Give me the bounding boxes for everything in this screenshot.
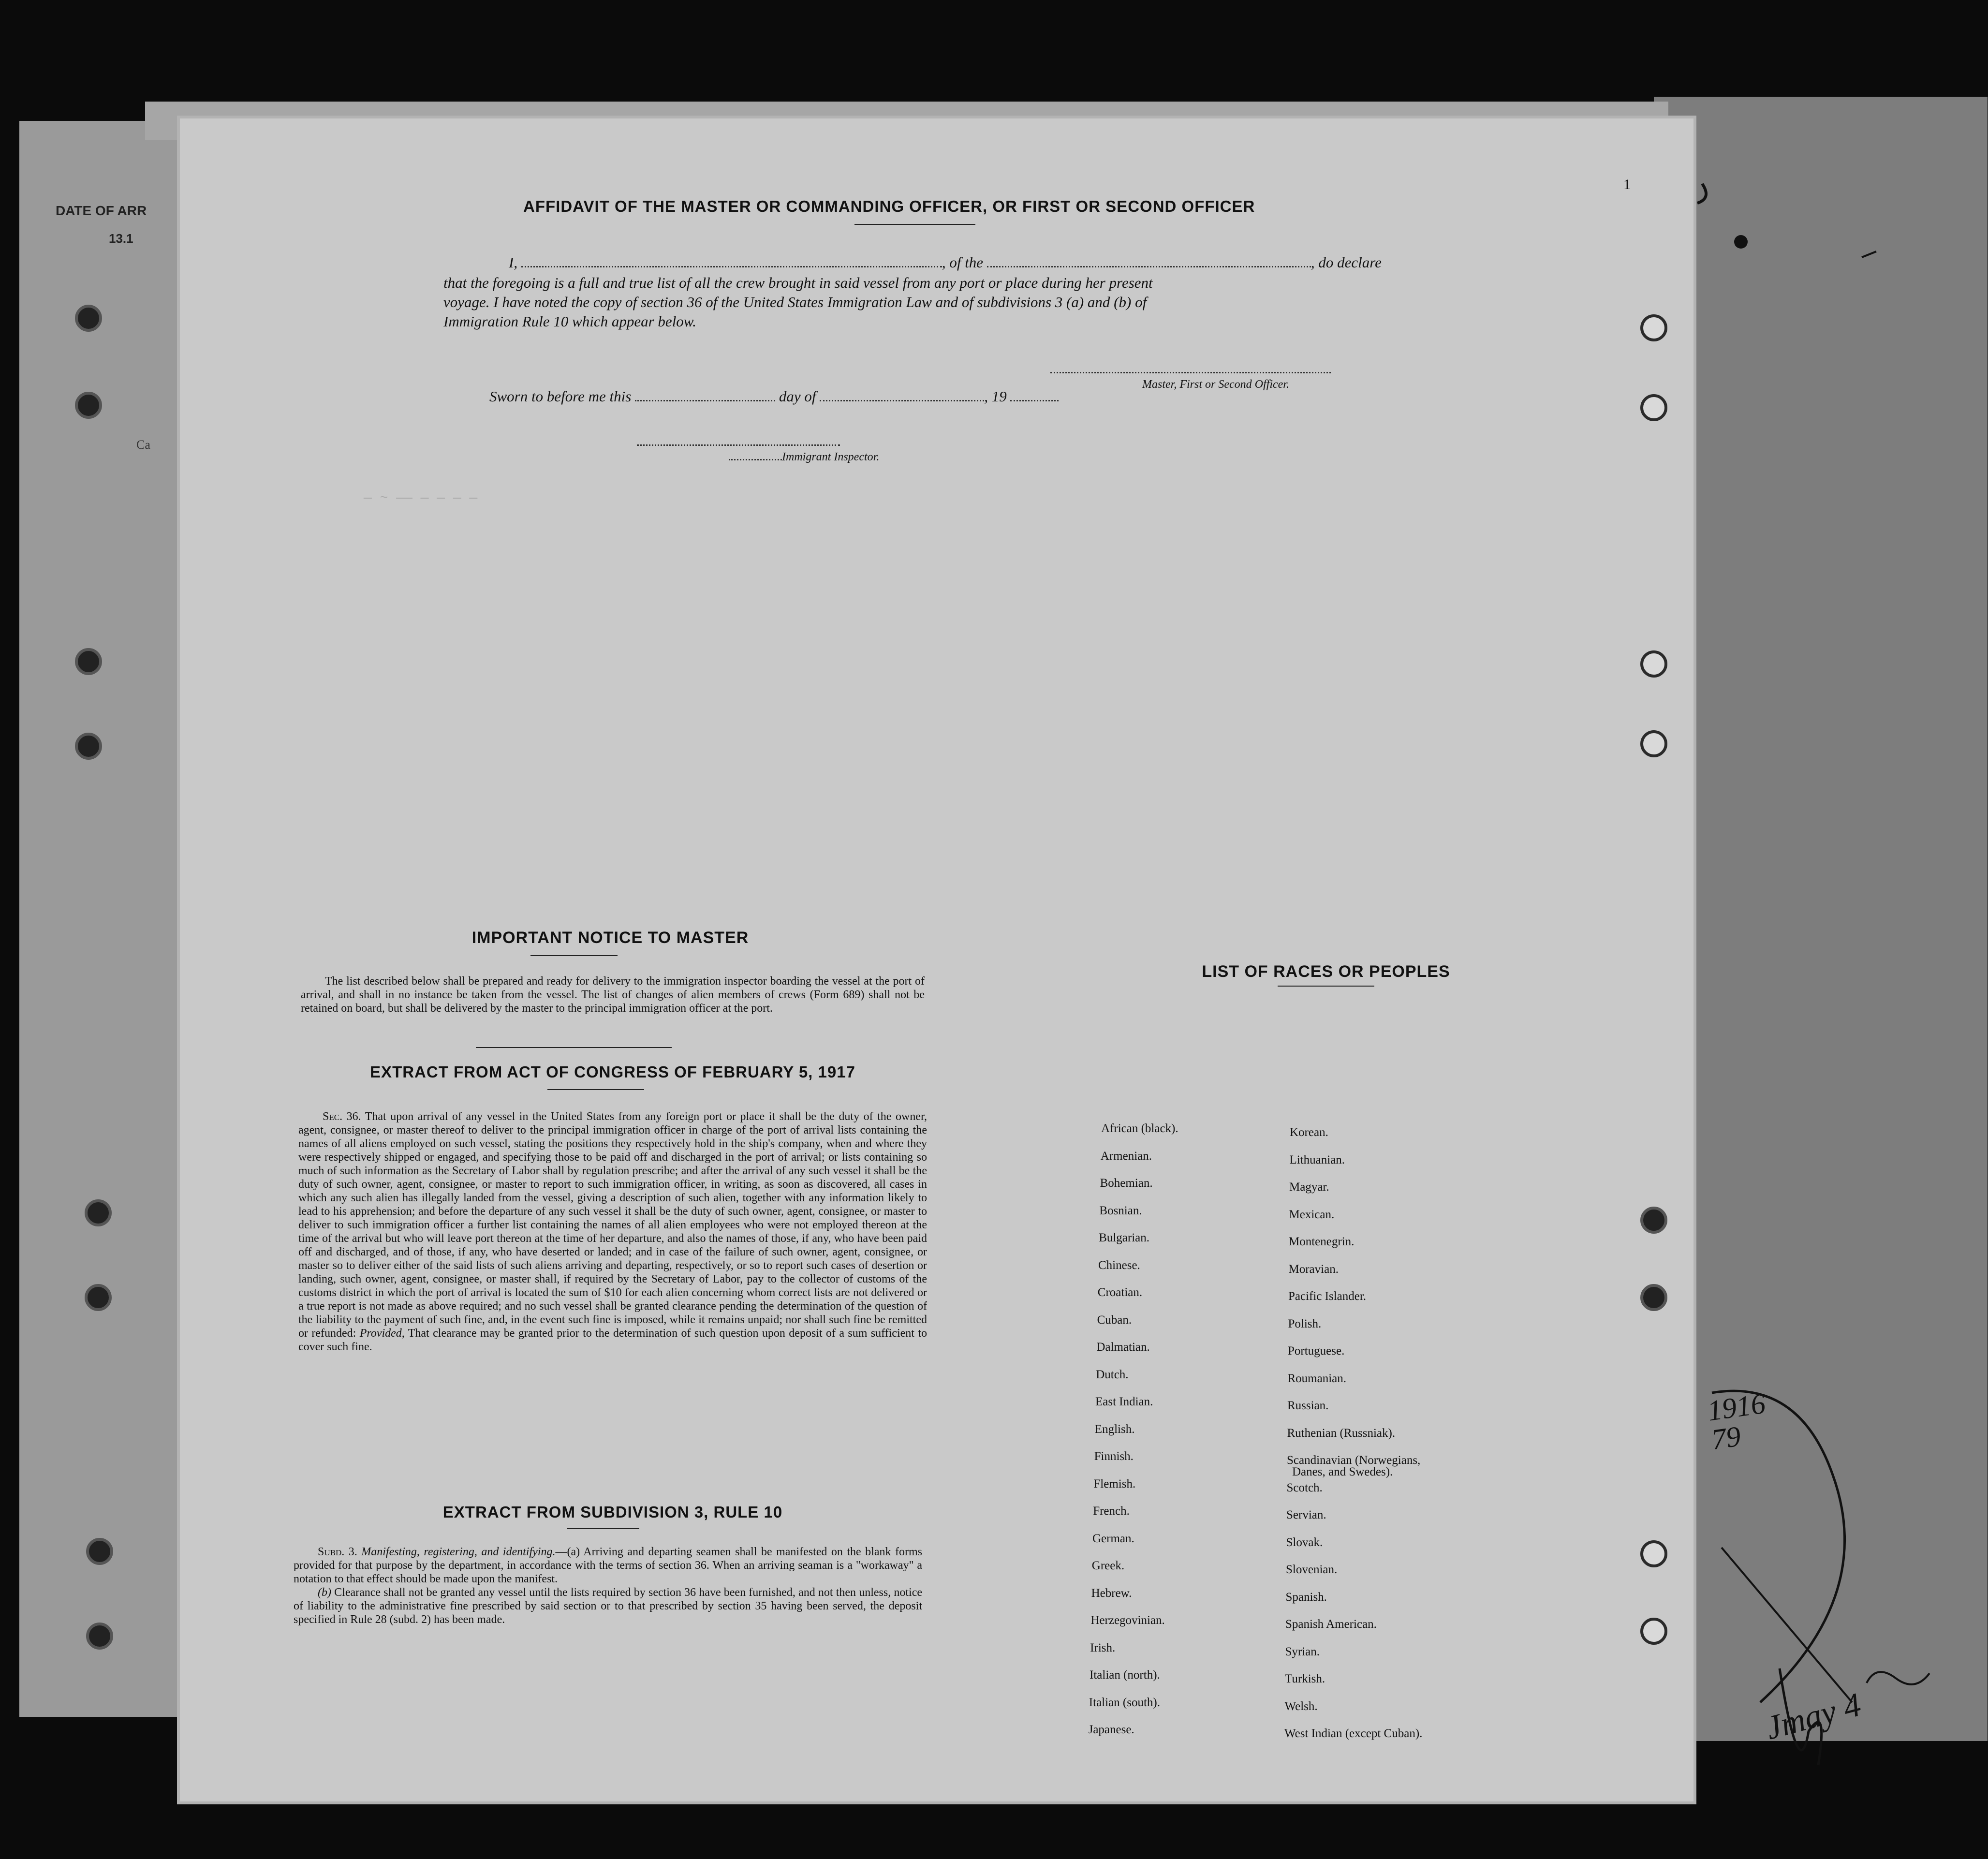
- binder-hole: [85, 1199, 112, 1226]
- race-item: Spanish.: [1285, 1590, 1327, 1604]
- rule-title: EXTRACT FROM SUBDIVISION 3, RULE 10: [442, 1503, 783, 1521]
- affidavit-of-the: , of the: [942, 254, 984, 271]
- rule-rule: [567, 1528, 639, 1529]
- race-item: East Indian.: [1095, 1395, 1153, 1408]
- binder-hole: [1640, 1207, 1667, 1234]
- year-label: , 19: [984, 388, 1007, 405]
- race-item: Hebrew.: [1091, 1586, 1132, 1600]
- race-item: Russian.: [1287, 1399, 1329, 1412]
- race-item: Bohemian.: [1100, 1177, 1153, 1190]
- race-item: African (black).: [1101, 1122, 1178, 1135]
- race-item: Croatian.: [1097, 1286, 1143, 1299]
- master-signature-blank: [1050, 360, 1331, 373]
- binder-hole: [1640, 730, 1667, 757]
- binder-hole: [1640, 1284, 1667, 1311]
- master-name-blank: [521, 254, 942, 267]
- affidavit-declare: , do declare: [1311, 254, 1382, 271]
- binder-hole: [75, 305, 102, 332]
- races-title: LIST OF RACES OR PEOPLES: [1202, 962, 1450, 981]
- binder-hole: [85, 1284, 112, 1311]
- race-item: Turkish.: [1285, 1672, 1325, 1685]
- race-item: Pacific Islander.: [1288, 1290, 1367, 1303]
- binder-hole: [75, 392, 102, 419]
- race-item: Montenegrin.: [1289, 1235, 1355, 1248]
- race-item: Polish.: [1288, 1317, 1322, 1330]
- title-rule: [854, 224, 975, 225]
- binder-hole: [75, 648, 102, 675]
- binder-hole: [86, 1538, 113, 1565]
- act-section-label: Sec. 36.: [323, 1110, 361, 1123]
- notice-title: IMPORTANT NOTICE TO MASTER: [471, 929, 749, 947]
- affidavit-title: AFFIDAVIT OF THE MASTER OR COMMANDING OFFICER, OR FIRST OR SECOND OFFICER: [523, 197, 1255, 215]
- inspector-signature-blank: [637, 433, 840, 446]
- act-rule: [547, 1089, 644, 1090]
- affidavit-line-2: that the foregoing is a full and true list of all the crew brought in said vessel from any port or place during her present: [443, 274, 1153, 291]
- race-item: Slovenian.: [1286, 1563, 1338, 1576]
- race-item: Scotch.: [1286, 1481, 1323, 1494]
- background-stamp-date: DATE OF ARR: [56, 203, 147, 218]
- binder-hole: [75, 733, 102, 760]
- binder-hole: [1640, 394, 1667, 421]
- binder-hole: [86, 1623, 113, 1650]
- background-fragment-ca: Ca: [136, 438, 150, 452]
- race-item: West Indian (except Cuban).: [1284, 1727, 1423, 1740]
- page-number: 1: [1623, 177, 1631, 192]
- notice-rule: [530, 955, 618, 956]
- sworn-day-blank: [635, 388, 775, 401]
- race-item: Moravian.: [1288, 1262, 1339, 1276]
- affidavit-i: I,: [509, 254, 518, 271]
- affidavit-line-4: Immigration Rule 10 which appear below.: [443, 313, 696, 330]
- race-item: Mexican.: [1289, 1208, 1335, 1221]
- race-item: Magyar.: [1289, 1180, 1329, 1194]
- race-item: Flemish.: [1093, 1477, 1136, 1490]
- race-item: Welsh.: [1284, 1699, 1318, 1713]
- race-item: French.: [1093, 1505, 1130, 1518]
- race-item: Ruthenian (Russniak).: [1287, 1426, 1396, 1440]
- race-item: Herzegovinian.: [1090, 1614, 1165, 1627]
- rule-subd-label: Subd. 3.: [318, 1546, 357, 1558]
- inspector-label: Immigrant Inspector.: [729, 447, 879, 467]
- race-item: Dalmatian.: [1096, 1341, 1150, 1354]
- background-page-right: [1654, 97, 1988, 1741]
- sworn-month-blank: [820, 388, 984, 401]
- handwritten-signature: Jmay 4: [1762, 1686, 1865, 1747]
- race-item: Slovak.: [1286, 1535, 1323, 1549]
- sworn-year-blank: [1010, 388, 1059, 401]
- race-item: Italian (north).: [1090, 1668, 1160, 1682]
- rule-subd-heading: Manifesting, registering, and identifying.: [361, 1546, 556, 1558]
- race-item: Chinese.: [1098, 1258, 1140, 1272]
- vessel-name-blank: [987, 254, 1311, 267]
- race-item: Scandinavian (Norwegians,: [1287, 1454, 1421, 1467]
- race-item: Syrian.: [1285, 1645, 1320, 1658]
- act-section-36-text: Sec. 36. That upon arrival of any vessel in the United States from any foreign port or place it shall be the duty of the owner, agent, consignee, or master thereof to deliver to the principal immigration officer in charge of the port of arrival lists containing the names of all aliens employed on such vessel, stating the positions they respectively hold in the ship's company, when and where they were respectively shipped or engaged, and specifying those to be paid off and discharged in the port of arrival; or lists containing so much of such information as the Secretary of Labor shall by regulation prescribe; and after the arrival of any such vessel it shall be the duty of such owner, agent, consignee, or master to report to such immigration officer, in writing, as soon as discovered, all cases in which any such alien has illegally landed from the vessel, giving a description of such alien, together with any information likely to lead to his apprehension; and before the departure of any such vessel it shall be the duty of such owner, agent, consignee, or master to deliver to such immigration officer a further list containing the names of all alien employees who were not employed thereon at the time of the arrival but who will leave port thereon at the time of her departure, and also the names of those, if any, who have been paid off and discharged, and of those, if any, who have deserted or landed; and in case of the failure of such owner, agent, consignee, or master so to deliver either of the said lists of such aliens arriving and departing, respectively, or so to report such cases of desertion or landing, such owner, agent, consignee, or master shall, if required by the Secretary of Labor, pay to the collector of customs of the customs district in which the port of arrival is located the sum of $10 for each alien concerning whom correct lists are not delivered or a true report is not made as above required; and no such vessel shall be granted clearance pending the determination of the question of the liability to the payment of such fine, and, in the event such fine is imposed, while it remains unpaid; nor shall such fine be remitted or refunded: Provided, That clearance may be granted prior to the determination of such question upon deposit of a sum sufficient to cover such fine.: [298, 1110, 927, 1353]
- day-of-label: day of: [779, 388, 816, 405]
- race-item: Korean.: [1290, 1126, 1328, 1139]
- race-item: Finnish.: [1094, 1450, 1134, 1463]
- race-item: Irish.: [1090, 1641, 1116, 1654]
- race-item: Armenian.: [1100, 1149, 1152, 1163]
- race-item: Dutch.: [1096, 1368, 1129, 1381]
- race-item: Roumanian.: [1287, 1372, 1347, 1385]
- race-item: German.: [1092, 1532, 1134, 1545]
- act-title: EXTRACT FROM ACT OF CONGRESS OF FEBRUARY 5, 1917: [370, 1063, 855, 1081]
- race-item: Bosnian.: [1099, 1204, 1142, 1217]
- race-item: Danes, and Swedes).: [1292, 1465, 1393, 1478]
- race-item: Servian.: [1286, 1508, 1326, 1521]
- sworn-label: Sworn to before me this: [489, 388, 632, 405]
- affidavit-line-1: [485, 253, 1548, 272]
- notice-text: The list described below shall be prepared and ready for delivery to the immigration inspector boarding the vessel at the port of arrival, and shall in no instance be taken from the vessel. The list of changes of alien members of crews (Form 689) shall not be retained on board, but shall be delivered by the master to the principal immigration officer at the port.: [301, 975, 925, 1015]
- races-rule: [1278, 986, 1374, 987]
- affidavit-page: [180, 118, 1693, 1801]
- background-stamp-number: 13.1: [109, 231, 133, 246]
- binder-hole: [1640, 1618, 1667, 1645]
- section-divider: [476, 1047, 672, 1048]
- sworn-line: [489, 387, 1166, 406]
- act-proviso-label: Provided,: [359, 1327, 405, 1340]
- race-item: Japanese.: [1088, 1723, 1134, 1736]
- race-item: Lithuanian.: [1289, 1153, 1345, 1166]
- master-signature-label: Master, First or Second Officer.: [1142, 378, 1289, 391]
- race-item: Bulgarian.: [1099, 1231, 1150, 1244]
- race-item: Portuguese.: [1288, 1344, 1345, 1357]
- binder-hole: [1640, 314, 1667, 341]
- binder-hole: [1640, 1540, 1667, 1567]
- affidavit-line-3: voyage. I have noted the copy of section 36 of the United States Immigration Law and of subdivisions 3 (a) and (b) of: [443, 294, 1147, 310]
- race-item: Italian (south).: [1089, 1696, 1160, 1709]
- race-item: Cuban.: [1097, 1313, 1132, 1327]
- bleed-through-text: — ~ —— — — — —: [364, 491, 478, 506]
- rule-b-label: (b): [318, 1586, 331, 1599]
- binder-hole: [1640, 650, 1667, 678]
- rule-text: Subd. 3. Manifesting, registering, and identifying.—(a) Arriving and departing seamen shall be manifested on the blank forms provided for that purpose by the department, in accordance with the terms of section 36. When an arriving seaman is a "workaway" a notation to that effect should be made upon the manifest. (b) Clearance shall not be granted any vessel until the lists required by section 36 have been furnished, and not then unless, notice of liability to the administrative fine prescribed by said section or to that prescribed by section 35 having been served, the deposit specified in Rule 28 (subd. 2) has been made.: [294, 1546, 923, 1626]
- race-item: Spanish American.: [1285, 1618, 1377, 1631]
- handwritten-margin-numbers: 1916 79: [1705, 1387, 1767, 1456]
- race-item: Greek.: [1091, 1559, 1125, 1572]
- race-item: English.: [1094, 1422, 1135, 1436]
